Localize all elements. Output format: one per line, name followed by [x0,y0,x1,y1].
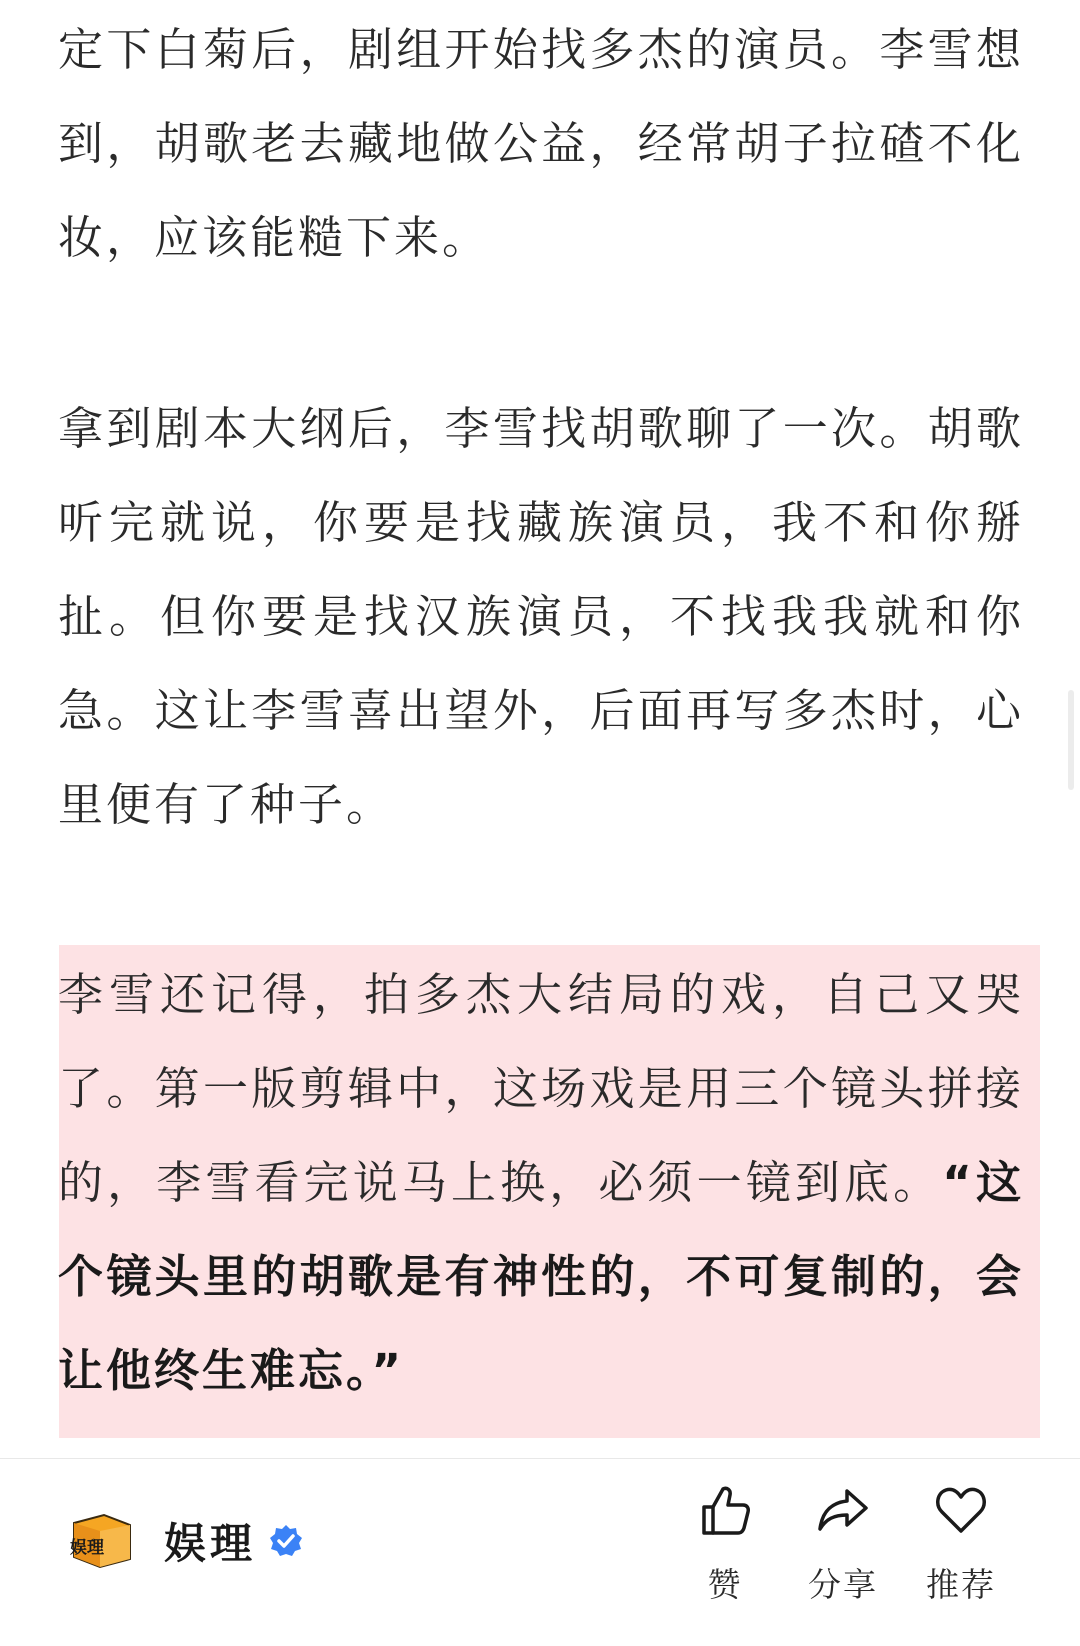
paragraph: 拿到剧本大纲后，李雪找胡歌聊了一次。胡歌听完就说，你要是找藏族演员，我不和你掰扯。但你要是找汉族演员，不找我我就和你急。这让李雪喜出望外，后面再写多杰时，心里便有了种子。 [58,402,1024,831]
author-name[interactable]: 娱理 [164,1519,257,1568]
share-button[interactable] [784,1481,902,1606]
recommend-label: 推荐 [926,1565,996,1604]
highlighted-paragraph [58,948,1024,1418]
like-label: 赞 [707,1565,743,1604]
avatar[interactable] [70,1509,134,1573]
share-label: 分享 [808,1565,878,1604]
heart-icon [932,1481,990,1539]
scrollbar-thumb[interactable] [1068,690,1074,790]
author-info[interactable] [70,1509,304,1573]
recommend-button[interactable] [902,1481,1020,1606]
verified-badge-icon [268,1523,304,1559]
bottom-action-bar [0,1458,1080,1646]
svg-text:娱理: 娱理 [70,1538,104,1558]
action-group [666,1481,1020,1606]
thumbs-up-icon [696,1481,754,1539]
like-button[interactable] [666,1481,784,1606]
paragraph-text: 李雪还记得，拍多杰大结局的戏，自己又哭了。第一版剪辑中，这场戏是用三个镜头拼接的，李雪看完说马上换，必须一镜到底。 [58,968,1024,1209]
bold-quote: “这个镜头里的胡歌是有神性的，不可复制的，会让他终生难忘。” [58,1156,1024,1397]
paragraph: 定下白菊后，剧组开始找多杰的演员。李雪想到，胡歌老去藏地做公益，经常胡子拉碴不化妆，应该能糙下来。 [58,23,1024,264]
author-logo-icon [70,1509,134,1573]
share-icon [814,1481,872,1539]
